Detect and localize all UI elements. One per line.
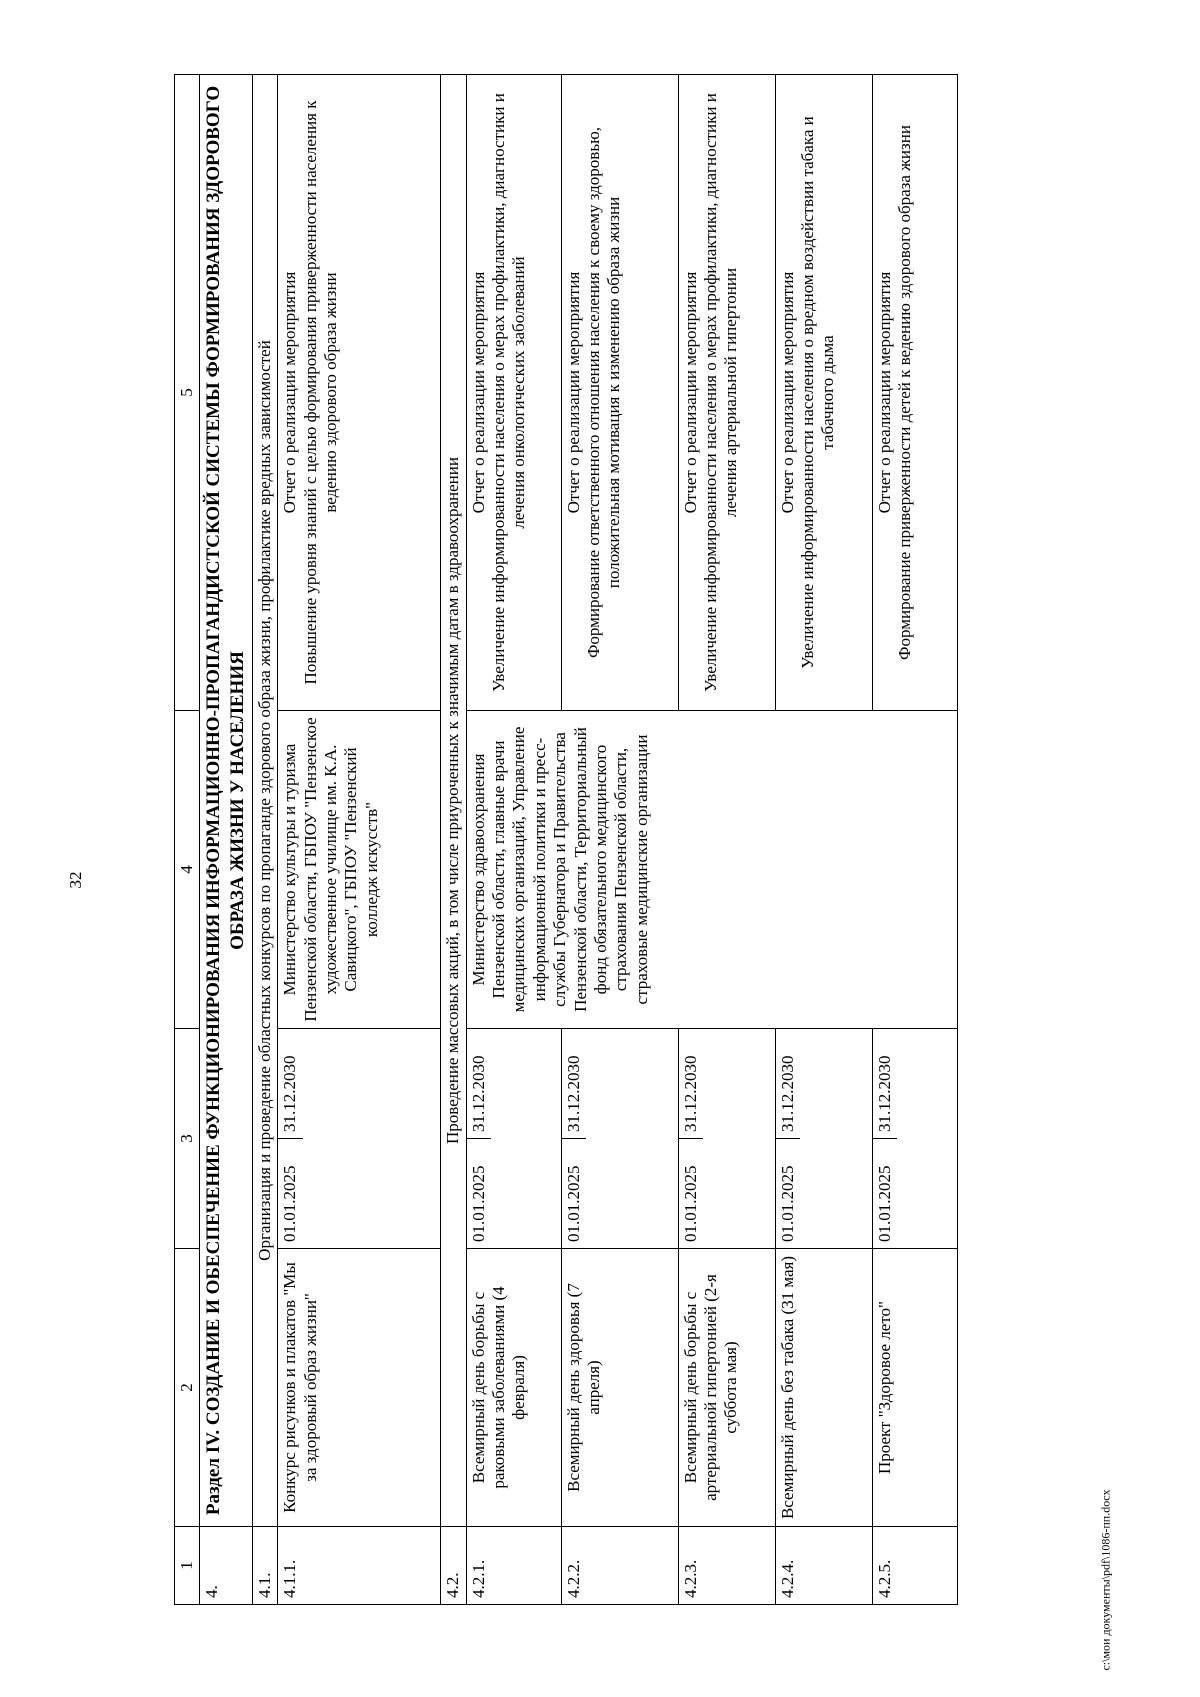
dates-cell: [872, 1029, 957, 1249]
column-number-5: 5: [175, 75, 200, 711]
end-date: 31.12.2030: [280, 1055, 300, 1132]
row-number: 4.2.5.: [872, 1527, 957, 1605]
start-date: 01.01.2025: [776, 1139, 800, 1249]
dates-cell: [775, 1029, 872, 1249]
subsection-title: Организация и проведение областных конкурсов по пропаганде здорового образа жизни, профилактике вредных зависимостей: [252, 75, 277, 1527]
end-date: 31.12.2030: [874, 1055, 894, 1132]
subsection-title: Проведение массовых акций, в том числе приуроченных к значимым датам в здравоохранении: [441, 75, 466, 1527]
table-row: [466, 75, 561, 1605]
start-date: 01.01.2025: [467, 1139, 491, 1249]
result-description: Увеличение информированности населения о мерах профилактики, диагностики и лечения онкологических заболеваний: [489, 93, 529, 692]
expected-result: [278, 75, 441, 711]
subsection-row: [441, 75, 466, 1605]
landscape-sheet: [174, 75, 1002, 1605]
result-report: Отчет о реализации мероприятия: [468, 271, 488, 514]
event-name: Всемирный день здоровья (7 апреля): [561, 1249, 678, 1527]
dates-cell: [278, 1029, 441, 1249]
subsection-number: 4.1.: [252, 1527, 277, 1605]
event-name: Всемирный день борьбы с артериальной гипертонией (2-я суббота мая): [678, 1249, 775, 1527]
table-row: [278, 75, 441, 1605]
column-number-2: 2: [175, 1249, 200, 1527]
expected-result: [561, 75, 678, 711]
section-row: [200, 75, 253, 1605]
column-number-4: 4: [175, 711, 200, 1029]
result-report: Отчет о реализации мероприятия: [777, 271, 797, 514]
row-number: 4.2.2.: [561, 1527, 678, 1605]
expected-result: [872, 75, 957, 711]
result-report: Отчет о реализации мероприятия: [563, 271, 583, 514]
section-title: Раздел IV. СОЗДАНИЕ И ОБЕСПЕЧЕНИЕ ФУНКЦИОНИРОВАНИЯ ИНФОРМАЦИОННО-ПРОПАГАНДИСТСКОЙ СИСТЕМЫ ФОРМИРОВАНИЯ ЗДОРОВОГО ОБРАЗА ЖИЗНИ У НАСЕЛЕНИЯ: [200, 75, 253, 1527]
subsection-row: [252, 75, 277, 1605]
result-report: Отчет о реализации мероприятия: [280, 271, 300, 514]
section-number: 4.: [200, 1527, 253, 1605]
start-date: 01.01.2025: [679, 1139, 703, 1249]
expected-result: [775, 75, 872, 711]
executors: Министерство культуры и туризма Пензенской области, ГБПОУ "Пензенское художественное училище им. К.А. Савицкого", ГБПОУ "Пензенский колледж искусств": [278, 711, 441, 1029]
end-date: 31.12.2030: [563, 1055, 583, 1132]
result-description: Формирование ответственного отношения населения к своему здоровью, положительная мотивация к изменению образа жизни: [584, 126, 624, 659]
row-number: 4.2.3.: [678, 1527, 775, 1605]
result-description: Повышение уровня знаний с целью формирования приверженности населения к ведению здорового образа жизни: [300, 100, 341, 685]
program-table: [174, 74, 958, 1605]
subsection-number: 4.2.: [441, 1527, 466, 1605]
event-name: Всемирный день борьбы с раковыми заболеваниями (4 февраля): [466, 1249, 561, 1527]
column-number-3: 3: [175, 1029, 200, 1249]
expected-result: [678, 75, 775, 711]
event-name: Всемирный день без табака (31 мая): [775, 1249, 872, 1527]
dates-cell: [678, 1029, 775, 1249]
document-file-path: c:\мои документы\pdf\1086-пп.docx: [1098, 1489, 1113, 1671]
row-number: 4.2.4.: [775, 1527, 872, 1605]
end-date: 31.12.2030: [777, 1055, 797, 1132]
end-date: 31.12.2030: [680, 1055, 700, 1132]
column-numbers-row: [175, 75, 200, 1605]
event-name: Конкурс рисунков и плакатов "Мы за здоровый образ жизни": [278, 1249, 441, 1527]
result-description: Увеличение информированности населения о вредном воздействии табака и табачного дыма: [798, 116, 838, 669]
result-report: Отчет о реализации мероприятия: [874, 271, 894, 514]
event-name: Проект "Здоровое лето": [872, 1249, 957, 1527]
start-date: 01.01.2025: [562, 1139, 586, 1249]
executors: Министерство здравоохранения Пензенской области, главные врачи медицинских организаций, Управление информационной политики и пресс-службы Губернатора и Правительства Пензенской области, Территориальный фонд обязательного медицинского страхования Пензенской области, страховые медицинские организации: [466, 711, 957, 1029]
row-number: 4.2.1.: [466, 1527, 561, 1605]
result-description: Увеличение информированности населения о мерах профилактики, диагностики и лечения артериальной гипертонии: [701, 93, 741, 692]
end-date: 31.12.2030: [468, 1055, 488, 1132]
expected-result: [466, 75, 561, 711]
start-date: 01.01.2025: [278, 1139, 302, 1249]
page-number: 32: [66, 871, 85, 889]
result-report: Отчет о реализации мероприятия: [680, 271, 700, 514]
result-description: Формирование приверженности детей к ведению здорового образа жизни: [895, 125, 915, 660]
dates-cell: [466, 1029, 561, 1249]
row-number: 4.1.1.: [278, 1527, 441, 1605]
dates-cell: [561, 1029, 678, 1249]
start-date: 01.01.2025: [873, 1139, 897, 1249]
column-number-1: 1: [175, 1527, 200, 1605]
